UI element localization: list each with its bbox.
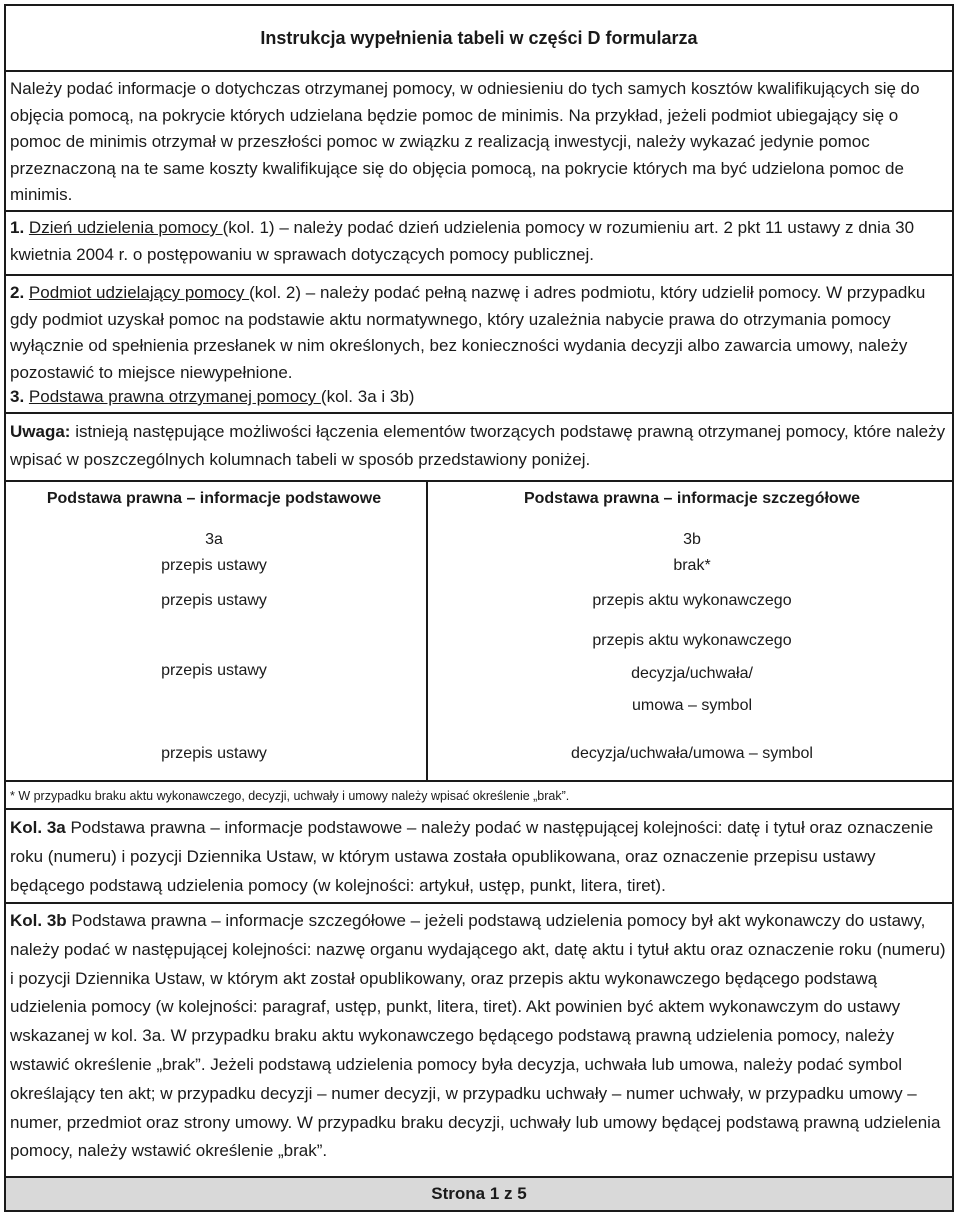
table-header-left: Podstawa prawna – informacje podstawowe: [46, 490, 382, 507]
note-paragraph: [6, 418, 952, 474]
table-cell: przepis ustawy: [161, 557, 267, 574]
divider: [6, 274, 952, 276]
section-2-text: (kol. 2) – należy podać pełną nazwę i adres podmiotu, który udzielił pomocy. W przypadku gdy podmiot uzyskał pomoc na podstawie aktu normatywnego, który uzależnia nabycie prawa do otrzymania pomocy wyłącznie od spełnienia przesłanek w nim określonych, bez konieczności wydania decyzji albo zawarcia umowy, należy pozostawić to miejsce niewypełnione.: [10, 283, 926, 382]
table-cell: przepis ustawy: [161, 592, 267, 609]
intro-paragraph: Należy podać informacje o dotychczas otrzymanej pomocy, w odniesieniu do tych samych kosztów kwalifikujących się do objęcia pomocą, na pokrycie których udzielana będzie pomoc de minimis. Na przykład, jeżeli podmiot ubiegający się o pomoc de minimis otrzymał w przeszłości pomoc w związku z realizacją inwestycji, należy wykazać jedynie pomoc przeznaczoną na te same koszty kwalifikujące się do objęcia pomocą, na pokrycie których ma być udzielona pomoc de minimis.: [10, 79, 920, 204]
kol-3a-paragraph: [6, 813, 952, 900]
table-header-right: Podstawa prawna – informacje szczegółowe: [523, 490, 861, 507]
divider: [6, 902, 952, 904]
section-1-number: 1.: [10, 218, 25, 237]
kol-3a-label: Kol. 3a: [10, 818, 66, 837]
divider: [6, 70, 952, 72]
table-cell: decyzja/uchwała/: [631, 665, 753, 682]
section-2: [6, 280, 952, 386]
table-cell: decyzja/uchwała/umowa – symbol: [571, 745, 813, 762]
table-cell: przepis aktu wykonawczego: [592, 632, 792, 649]
table-cell: przepis ustawy: [161, 745, 267, 762]
divider: [6, 808, 952, 810]
section-1: [6, 215, 952, 268]
section-3-label: Podstawa prawna otrzymanej pomocy: [28, 387, 321, 406]
divider: [6, 210, 952, 212]
kol-3a-text: Podstawa prawna – informacje podstawowe – należy podać w następującej kolejności: datę i tytuł oraz oznaczenie roku (numeru) i pozycji Dziennika Ustaw, w którym ustawa została opublikowana, oraz oznaczenie przepisu ustawy będącego podstawą udzielenia pomocy (w kolejności: artykuł, ustęp, punkt, litera, tiret).: [10, 818, 934, 895]
section-1-text: (kol. 1) – należy podać dzień udzielenia pomocy w rozumieniu art. 2 pkt 11 ustawy z dnia 30 kwietnia 2004 r. o postępowaniu w sprawach dotyczących pomocy publicznej.: [10, 218, 915, 264]
section-3-text: (kol. 3a i 3b): [320, 387, 415, 406]
kol-3b-text: Podstawa prawna – informacje szczegółowe – jeżeli podstawą udzielenia pomocy był akt wykonawczy do ustawy, należy podać w następującej kolejności: nazwę organu wydającego akt, datę aktu i tytuł aktu oraz oznaczenie roku (numeru) i pozycji Dziennika Ustaw, w którym akt został opublikowany, oraz przepis aktu wykonawczego będącego podstawą udzielenia pomocy (w kolejności: paragraf, ustęp, punkt, litera, tiret). Akt powinien być aktem wykonawczym do ustawy wskazanej w kol. 3a. W przypadku braku aktu wykonawczego będącego podstawą prawną udzielenia pomocy, należy wstawić określenie „brak”. Jeżeli podstawą udzielenia pomocy była decyzja, uchwała lub umowa, należy podać symbol określający ten akt; w przypadku decyzji – numer decyzji, w przypadku uchwały – numer uchwały, w przypadku umowy – numer, przedmiot oraz strony umowy. W przypadku braku decyzji, uchwały lub umowy będącej podstawą prawną udzielenia pomocy, należy wstawić określenie „brak”.: [10, 911, 946, 1161]
section-3-number: 3.: [10, 387, 25, 406]
kol-3b-label: Kol. 3b: [10, 911, 67, 930]
table-cell: przepis aktu wykonawczego: [592, 592, 792, 609]
note-label: Uwaga:: [10, 422, 71, 441]
section-2-number: 2.: [10, 283, 25, 302]
section-3: [6, 384, 952, 411]
table-cell: umowa – symbol: [631, 697, 753, 714]
divider: [6, 480, 952, 482]
form-page: [4, 4, 954, 1212]
divider: [6, 780, 952, 782]
section-1-label: Dzień udzielenia pomocy: [28, 218, 223, 237]
page-title: Instrukcja wypełnienia tabeli w części D formularza: [260, 27, 698, 48]
footnote: * W przypadku braku aktu wykonawczego, decyzji, uchwały i umowy należy wpisać określenie „brak”.: [10, 789, 570, 803]
note-text: istnieją następujące możliwości łączenia elementów tworzących podstawę prawną otrzymanej pomocy, które należy wpisać w poszczególnych kolumnach tabeli w sposób przedstawiony poniżej.: [10, 422, 946, 469]
kol-3b-paragraph: [6, 907, 952, 1166]
page-footer: Strona 1 z 5: [6, 1176, 952, 1210]
table-cell: przepis ustawy: [161, 662, 267, 679]
section-2-label: Podmiot udzielający pomocy: [28, 283, 250, 302]
table-column-divider: [426, 480, 428, 780]
table-column-label-3b: 3b: [683, 531, 701, 548]
table-cell: brak*: [673, 557, 711, 574]
table-column-label-3a: 3a: [205, 531, 223, 548]
divider: [6, 412, 952, 414]
